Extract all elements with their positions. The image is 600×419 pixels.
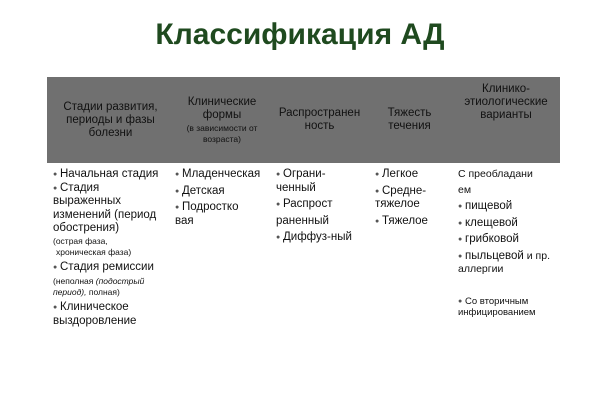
bullet-icon: ● — [458, 219, 463, 227]
header-variants-line: варианты — [480, 109, 532, 121]
note-text-italic: период), — [53, 287, 87, 297]
header-severity-line: Тяжесть — [387, 107, 432, 119]
list-item-text: выраженных — [53, 195, 121, 207]
list-item — [458, 217, 588, 231]
header-clinical-forms — [172, 77, 272, 163]
bullet-icon: ● — [458, 236, 463, 243]
list-item — [458, 233, 588, 247]
list-item-text: обострения) — [53, 222, 120, 234]
list-item-note — [53, 287, 171, 298]
list-item-text: Младенческая — [182, 168, 261, 180]
list-item — [276, 231, 371, 245]
list-item-text: Детская — [182, 184, 225, 197]
list-item-text: Стадия ремиссии — [60, 260, 154, 273]
header-forms-line: Клинические — [187, 96, 257, 108]
intro-text: ани — [515, 168, 533, 180]
list-item-text: аллергии — [458, 263, 504, 275]
header-severity-line: течения — [388, 120, 431, 132]
list-item — [458, 296, 588, 307]
list-item-text: Ограни- — [283, 168, 326, 180]
bullet-icon: ● — [53, 184, 58, 192]
header-forms-line: формы — [202, 109, 242, 121]
list-item-text: и пр. — [523, 249, 551, 262]
list-item — [276, 168, 371, 182]
list-item — [53, 168, 171, 182]
list-item-text: изменений (период — [53, 208, 157, 221]
list-item-text: Распрост — [283, 198, 333, 210]
list-item-text: Средне- — [382, 184, 427, 197]
bullet-icon: ● — [53, 304, 58, 311]
list-item — [375, 215, 455, 229]
header-stages-line: болезни — [88, 126, 133, 139]
list-item-text: выздоровление — [53, 314, 137, 327]
list-item — [175, 201, 275, 215]
variants-intro — [458, 168, 588, 181]
header-severity — [372, 77, 447, 163]
list-item-text: клещевой — [465, 216, 518, 229]
list-item-text: Диффуз-ный — [283, 231, 352, 243]
column-forms — [175, 168, 275, 228]
bullet-icon: ● — [53, 263, 58, 271]
header-variants-line: этиологические — [464, 96, 548, 108]
list-item-text: пищевой — [465, 200, 513, 212]
bullet-icon: ● — [53, 171, 58, 178]
column-severity — [375, 168, 455, 228]
header-spread — [272, 77, 367, 163]
table-header — [47, 77, 560, 163]
list-item-text: Начальная стадия — [60, 168, 159, 180]
list-item — [375, 185, 455, 199]
header-forms-subline: возраста) — [202, 134, 241, 144]
column-stages — [53, 168, 171, 328]
list-item-text: тяжелое — [375, 198, 420, 210]
note-text: (неполная — [53, 276, 94, 286]
list-item-note: хроническая фаза) — [56, 246, 132, 257]
bullet-icon: ● — [276, 171, 281, 178]
intro-text: ем — [458, 184, 472, 196]
list-item-text: пыльцевой — [465, 249, 524, 262]
list-item-text: Стадия — [60, 181, 100, 194]
header-forms-subline: (в зависимости от — [186, 123, 258, 133]
list-item-note: (острая фаза, — [53, 235, 108, 246]
bullet-icon: ● — [175, 204, 180, 211]
header-stages — [52, 77, 169, 163]
list-item-text: Тяжелое — [382, 214, 428, 227]
list-item — [458, 250, 588, 264]
list-item-text: Клиническое — [60, 301, 129, 313]
list-item-text: инфицированием — [458, 307, 536, 318]
header-spread-line: ность — [304, 120, 335, 132]
bullet-icon: ● — [458, 203, 463, 210]
bullet-icon: ● — [375, 187, 380, 195]
header-spread-line: Распространен — [278, 107, 361, 119]
list-item-text: Легкое — [382, 168, 419, 180]
bullet-icon: ● — [276, 201, 281, 208]
bullet-icon: ● — [175, 171, 180, 178]
list-item-note — [53, 276, 171, 287]
list-item-text: Со вторичным — [465, 296, 529, 307]
list-item — [375, 168, 455, 182]
list-item-text: Подростко — [182, 201, 239, 213]
list-item-text: раненный — [276, 214, 329, 227]
header-variants-line: Клинико- — [482, 83, 530, 95]
intro-text: С преоблад — [458, 168, 516, 180]
header-stages-line: Стадии развития, — [63, 100, 158, 113]
list-item-text: вая — [175, 214, 194, 227]
bullet-icon: ● — [375, 171, 380, 178]
bullet-icon: ● — [276, 234, 281, 241]
list-item — [53, 182, 171, 196]
header-variants — [452, 77, 560, 163]
list-item — [175, 185, 275, 199]
bullet-icon: ● — [375, 217, 380, 225]
list-item — [175, 168, 275, 182]
header-stages-line: периоды и фазы — [66, 113, 155, 126]
list-item — [53, 301, 171, 315]
list-item-text: ченный — [276, 181, 316, 194]
column-spread — [276, 168, 371, 245]
list-item-text: грибковой — [465, 233, 519, 245]
bullet-icon: ● — [175, 187, 180, 195]
list-item — [53, 261, 171, 275]
column-variants — [458, 168, 588, 318]
bullet-icon: ● — [458, 298, 463, 305]
slide-title: Классификация АД — [155, 18, 445, 51]
note-text: полная) — [86, 287, 120, 297]
list-item — [276, 198, 371, 212]
note-text-italic: (подострый — [95, 276, 145, 286]
list-item — [458, 200, 588, 214]
bullet-icon: ● — [458, 252, 463, 260]
